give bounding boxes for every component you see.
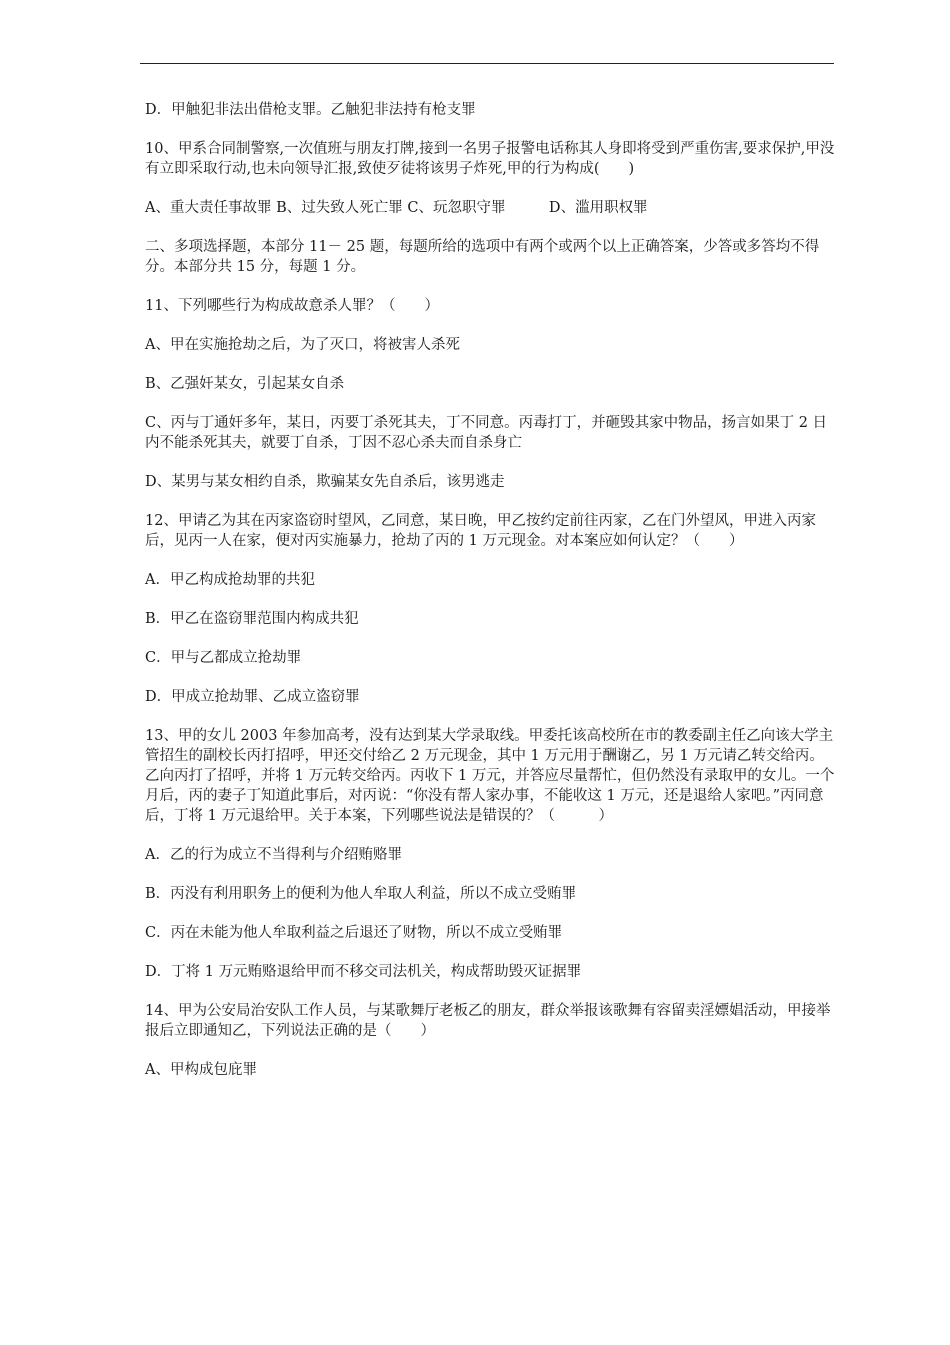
option-13-b: B．丙没有利用职务上的便利为他人牟取人利益，所以不成立受贿罪: [145, 886, 577, 902]
option-13-d: D．丁将 1 万元贿赂退给甲而不移交司法机关，构成帮助毁灭证据罪: [145, 964, 582, 980]
option-9-d: D．甲触犯非法出借枪支罪。乙触犯非法持有枪支罪: [145, 102, 476, 118]
question-13: 13、甲的女儿 2003 年参加高考，没有达到某大学录取线。甲委托该高校所在市的教委副主任乙向该大学主管招生的副校长丙打招呼，甲还交付给乙 2 万元现金，其中 1 万元用于酬谢乙，另 1 万元请乙转交给丙。乙向丙打了招呼，并将 1 万元转交给丙。丙收下 1 万元，并答应尽量帮忙，但仍然没有录取甲的女儿。一个月后，丙的妻子丁知道此事后，对丙说：“你没有帮人家办事，不能收这 1 万元，还是退给人家吧。”丙同意后，丁将 1 万元退给甲。关于本案，下列哪些说法是错误的？（ ）: [145, 728, 835, 824]
question-12: 12、甲请乙为其在丙家盗窃时望风，乙同意，某日晚，甲乙按约定前往丙家，乙在门外望风，甲进入丙家后，见丙一人在家，便对丙实施暴力，抢劫了丙的 1 万元现金。对本案应如何认定？（ ）: [145, 513, 816, 549]
option-11-d: D、某男与某女相约自杀，欺骗某女先自杀后，该男逃走: [145, 474, 505, 490]
option-13-c: C．丙在未能为他人牟取利益之后退还了财物，所以不成立受贿罪: [145, 925, 563, 941]
option-13-a: A．乙的行为成立不当得利与介绍贿赂罪: [145, 847, 402, 863]
option-11-a: A、甲在实施抢劫之后，为了灭口，将被害人杀死: [145, 337, 460, 353]
document-body: [145, 100, 835, 1099]
option-12-b: B．甲乙在盗窃罪范围内构成共犯: [145, 611, 359, 627]
header-rule: [140, 63, 834, 64]
option-11-b: B、乙强奸某女，引起某女自杀: [145, 376, 345, 392]
section-heading-multiple-choice: 二、多项选择题，本部分 11－ 25 题，每题所给的选项中有两个或两个以上正确答案，少答或多答均不得分。本部分共 15 分，每题 1 分。: [145, 239, 820, 275]
question-10: 10、甲系合同制警察,一次值班与朋友打牌,接到一名男子报警电话称其人身即将受到严重伤害,要求保护,甲没有立即采取行动,也未向领导汇报,致使歹徒将该男子炸死,甲的行为构成( ): [145, 141, 835, 177]
option-12-c: C．甲与乙都成立抢劫罪: [145, 650, 302, 666]
option-12-a: A．甲乙构成抢劫罪的共犯: [145, 572, 315, 588]
question-11: 11、下列哪些行为构成故意杀人罪？（ ）: [145, 298, 439, 314]
option-11-c: C、丙与丁通奸多年，某日，丙要丁杀死其夫，丁不同意。丙毒打丁，并砸毁其家中物品，扬言如果丁 2 日内不能杀死其夫，就要丁自杀，丁因不忍心杀夫而自杀身亡: [145, 415, 828, 451]
option-12-d: D．甲成立抢劫罪、乙成立盗窃罪: [145, 689, 360, 705]
question-14: 14、甲为公安局治安队工作人员，与某歌舞厅老板乙的朋友，群众举报该歌舞有容留卖淫嫖娼活动，甲接举报后立即通知乙，下列说法正确的是（ ）: [145, 1003, 831, 1039]
option-14-a: A、甲构成包庇罪: [145, 1062, 257, 1078]
options-10: A、重大责任事故罪 B、过失致人死亡罪 C、玩忽职守罪 D、滥用职权罪: [145, 200, 648, 216]
